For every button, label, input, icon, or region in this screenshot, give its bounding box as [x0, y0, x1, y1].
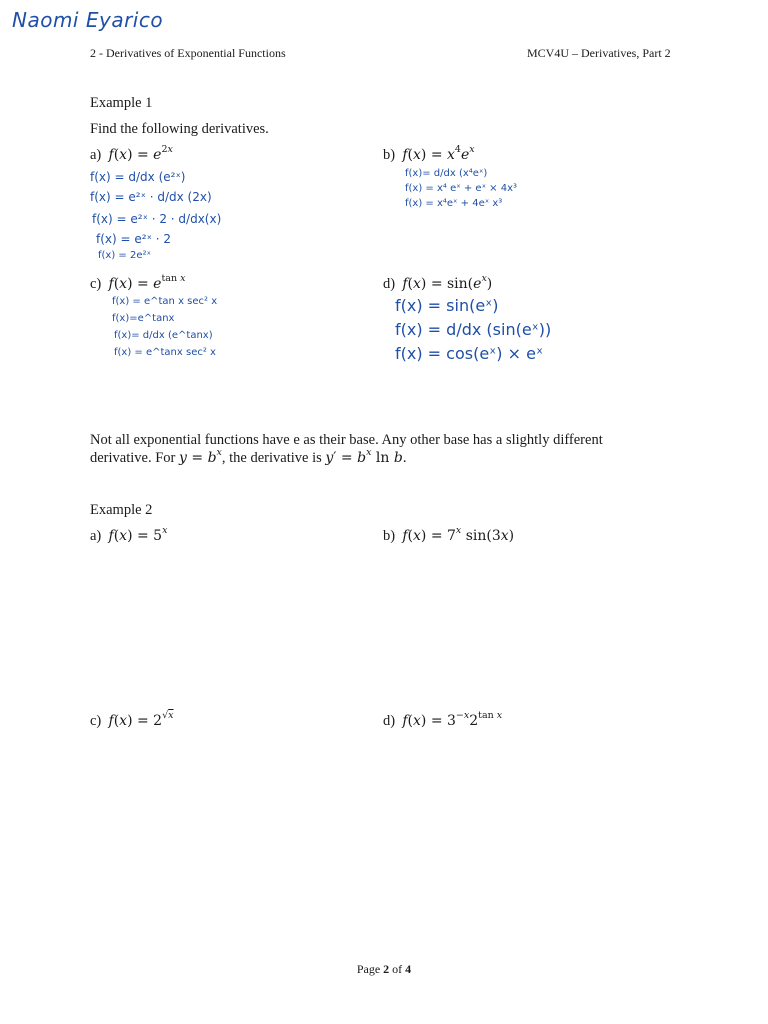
- example2-title: Example 2: [90, 502, 153, 518]
- example2-d-problem: d) $f(x) = 3^{-x}2^{tan x}$: [383, 710, 503, 729]
- example1-d-work-1: f(x) = sin(eˣ): [395, 296, 499, 315]
- example1-b-problem: b) $f(x) = x^4e^x$: [383, 144, 475, 163]
- example1-d-work-2: f(x) = d/dx (sin(eˣ)): [395, 320, 552, 339]
- student-name: Naomi Eyarico: [12, 8, 164, 32]
- example1-c-work-3: f(x)= d/dx (e^tanx): [114, 330, 213, 341]
- example1-a-work-5: f(x) = 2e²ˣ: [98, 250, 151, 261]
- example1-a-problem: a) $f(x) = e^{2x}$: [90, 144, 173, 163]
- example1-a-work-3: f(x) = e²ˣ · 2 · d/dx(x): [92, 212, 222, 226]
- example1-c-problem: c) $f(x) = e^{tan x}$: [90, 273, 186, 292]
- example1-d-problem: d) $f(x) = \sin(e^x)$: [383, 273, 493, 292]
- base-note-line-2: derivative. For $y = b^x$, the derivative is $y' = b^x$ ln b.: [90, 447, 407, 466]
- example1-instruction: Find the following derivatives.: [90, 121, 269, 137]
- header-left: 2 - Derivatives of Exponential Functions: [90, 46, 286, 60]
- example1-a-work-2: f(x) = e²ˣ · d/dx (2x): [90, 190, 212, 204]
- example1-c-work-2: f(x)=e^tanx: [112, 313, 175, 324]
- example1-a-work-4: f(x) = e²ˣ · 2: [96, 232, 171, 246]
- example1-b-work-3: f(x) = x⁴eˣ + 4eˣ x³: [405, 198, 503, 209]
- example2-a-problem: a) $f(x) = 5^x$: [90, 525, 168, 544]
- example2-c-problem: c) $f(x) = 2^{√x}$: [90, 710, 174, 729]
- example1-b-work-1: f(x)= d/dx (x⁴eˣ): [405, 168, 488, 179]
- page-number: Page 2 of 4: [356, 962, 412, 976]
- example1-b-work-2: f(x) = x⁴ eˣ + eˣ × 4x³: [405, 183, 518, 194]
- example2-b-problem: b) $f(x) = 7^x$ sin(3x): [383, 525, 515, 544]
- example1-a-work-1: f(x) = d/dx (e²ˣ): [90, 170, 186, 184]
- example1-d-work-3: f(x) = cos(eˣ) × eˣ: [395, 344, 544, 363]
- example1-c-work-4: f(x) = e^tanx sec² x: [114, 347, 216, 358]
- header-right: MCV4U – Derivatives, Part 2: [527, 46, 671, 60]
- example1-title: Example 1: [90, 95, 153, 111]
- base-note-line-1: Not all exponential functions have e as their base. Any other base has a slightly different: [90, 432, 603, 448]
- example1-c-work-1: f(x) = e^tan x sec² x: [112, 296, 218, 307]
